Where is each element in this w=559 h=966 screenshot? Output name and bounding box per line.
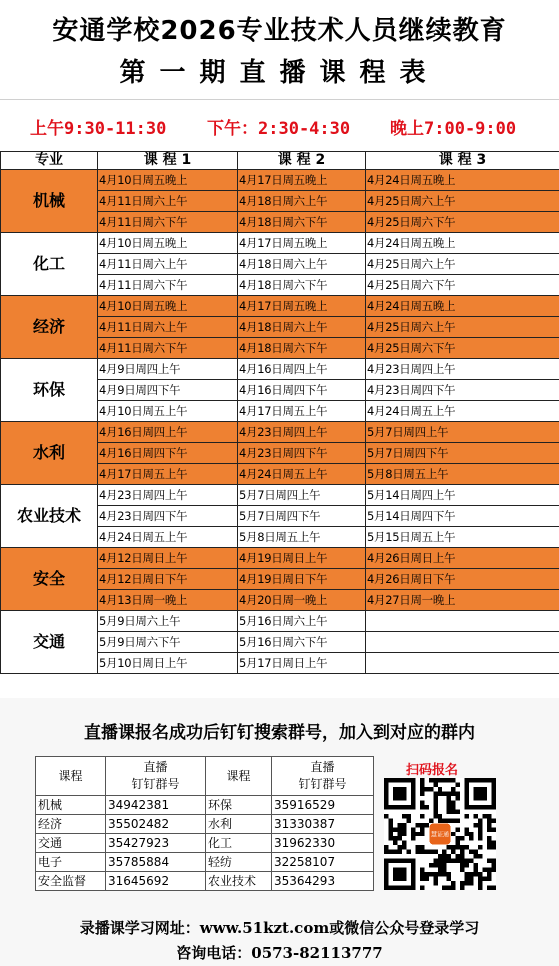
course-1-cell: 4月16日周四上午 (98, 422, 238, 443)
schedule-row (1, 548, 559, 569)
course-2-cell: 5月7日周四上午 (238, 485, 366, 506)
divider (0, 99, 559, 100)
course-1-cell: 4月23日周四下午 (98, 506, 238, 527)
course-1-cell: 4月17日周五上午 (98, 464, 238, 485)
course-1-cell: 4月13日周一晚上 (98, 590, 238, 611)
group-number-cell: 35364293 (272, 872, 374, 891)
major-cell: 交通 (1, 611, 98, 674)
major-cell: 环保 (1, 359, 98, 422)
course-3-cell: 4月25日周六上午 (366, 317, 559, 338)
course-2-cell: 4月16日周四下午 (238, 380, 366, 401)
group-number-cell: 31330387 (272, 815, 374, 834)
course-3-cell: 4月25日周六下午 (366, 275, 559, 296)
course-3-cell: 4月24日周五晚上 (366, 296, 559, 317)
course-2-cell: 4月17日周五晚上 (238, 296, 366, 317)
header-course-2: 课 程 2 (238, 152, 366, 170)
header-course-3: 课 程 3 (366, 152, 559, 170)
course-3-cell: 4月24日周五晚上 (366, 170, 559, 191)
course-2-cell: 4月16日周四上午 (238, 359, 366, 380)
major-cell: 安全 (1, 548, 98, 611)
course-1-cell: 4月12日周日上午 (98, 548, 238, 569)
course-1-cell: 4月12日周日下午 (98, 569, 238, 590)
group-number-cell: 31645692 (106, 872, 206, 891)
group-header-cell: 课程 (206, 757, 272, 796)
group-course-cell: 环保 (206, 796, 272, 815)
schedule-row (1, 296, 559, 317)
course-2-cell: 4月18日周六下午 (238, 212, 366, 233)
course-2-cell: 4月23日周四上午 (238, 422, 366, 443)
course-3-cell (366, 632, 559, 653)
course-1-cell: 4月11日周六上午 (98, 191, 238, 212)
course-3-cell: 5月7日周四下午 (366, 443, 559, 464)
time-evening: 晚上7:00-9:00 (390, 119, 517, 139)
course-1-cell: 5月10日周日上午 (98, 653, 238, 674)
course-1-cell: 4月24日周五上午 (98, 527, 238, 548)
course-2-cell: 5月8日周五上午 (238, 527, 366, 548)
course-3-cell: 4月24日周五上午 (366, 401, 559, 422)
group-course-cell: 经济 (36, 815, 106, 834)
course-2-cell: 5月16日周六上午 (238, 611, 366, 632)
course-2-cell: 4月18日周六上午 (238, 254, 366, 275)
course-2-cell: 5月16日周六下午 (238, 632, 366, 653)
time-morning: 上午9:30-11:30 (30, 119, 167, 139)
major-cell: 经济 (1, 296, 98, 359)
course-1-cell: 4月16日周四下午 (98, 443, 238, 464)
course-3-cell: 4月26日周日下午 (366, 569, 559, 590)
course-2-cell: 5月7日周四下午 (238, 506, 366, 527)
schedule-row (1, 485, 559, 506)
course-3-cell (366, 611, 559, 632)
course-2-cell: 4月24日周五上午 (238, 464, 366, 485)
course-1-cell: 4月10日周五晚上 (98, 296, 238, 317)
course-1-cell: 4月10日周五晚上 (98, 170, 238, 191)
course-1-cell: 5月9日周六上午 (98, 611, 238, 632)
title-line-1: 安通学校2026专业技术人员继续教育 (52, 16, 507, 46)
group-row (36, 834, 374, 853)
group-number-cell: 35427923 (106, 834, 206, 853)
course-3-cell: 4月27日周一晚上 (366, 590, 559, 611)
group-row (36, 872, 374, 891)
major-cell: 化工 (1, 233, 98, 296)
group-row (36, 796, 374, 815)
major-cell: 机械 (1, 170, 98, 233)
qr-code-icon[interactable] (384, 778, 496, 890)
schedule-row (1, 611, 559, 632)
group-row (36, 853, 374, 872)
course-2-cell: 4月18日周六上午 (238, 191, 366, 212)
group-header-cell: 直播 钉钉群号 (272, 757, 374, 796)
course-1-cell: 4月11日周六下午 (98, 338, 238, 359)
course-3-cell: 4月25日周六下午 (366, 338, 559, 359)
course-1-cell: 4月23日周四上午 (98, 485, 238, 506)
course-1-cell: 4月9日周四上午 (98, 359, 238, 380)
course-3-cell: 4月25日周六下午 (366, 212, 559, 233)
schedule-table (0, 151, 559, 674)
course-2-cell: 4月18日周六下午 (238, 338, 366, 359)
course-3-cell (366, 653, 559, 674)
group-number-cell: 34942381 (106, 796, 206, 815)
group-header-cell: 课程 (36, 757, 106, 796)
course-1-cell: 4月11日周六下午 (98, 212, 238, 233)
course-3-cell: 4月25日周六上午 (366, 254, 559, 275)
course-2-cell: 4月20日周一晚上 (238, 590, 366, 611)
title-line-2: 第一期直播课程表 (119, 58, 440, 88)
schedule-row (1, 359, 559, 380)
group-course-cell: 电子 (36, 853, 106, 872)
course-1-cell: 4月11日周六上午 (98, 317, 238, 338)
group-number-cell: 32258107 (272, 853, 374, 872)
schedule-body (1, 170, 559, 674)
course-1-cell: 4月11日周六上午 (98, 254, 238, 275)
group-number-cell: 35916529 (272, 796, 374, 815)
course-1-cell: 4月10日周五晚上 (98, 233, 238, 254)
course-1-cell: 4月11日周六下午 (98, 275, 238, 296)
course-2-cell: 4月17日周五上午 (238, 401, 366, 422)
scan-to-register-label: 扫码报名 (406, 763, 459, 778)
course-3-cell: 4月23日周四下午 (366, 380, 559, 401)
course-3-cell: 5月14日周四上午 (366, 485, 559, 506)
schedule-row (1, 170, 559, 191)
course-3-cell: 4月26日周日上午 (366, 548, 559, 569)
course-2-cell: 4月23日周四下午 (238, 443, 366, 464)
course-3-cell: 4月23日周四上午 (366, 359, 559, 380)
major-cell: 农业技术 (1, 485, 98, 548)
course-2-cell: 4月18日周六上午 (238, 317, 366, 338)
course-3-cell: 5月15日周五上午 (366, 527, 559, 548)
course-2-cell: 5月17日周日上午 (238, 653, 366, 674)
group-course-cell: 水利 (206, 815, 272, 834)
course-3-cell: 4月25日周六上午 (366, 191, 559, 212)
course-1-cell: 4月9日周四下午 (98, 380, 238, 401)
group-course-cell: 化工 (206, 834, 272, 853)
qr-badge-label: 慧证通 (430, 831, 450, 839)
schedule-row (1, 422, 559, 443)
course-2-cell: 4月17日周五晚上 (238, 170, 366, 191)
header-course-1: 课 程 1 (98, 152, 238, 170)
group-course-cell: 交通 (36, 834, 106, 853)
course-1-cell: 5月9日周六下午 (98, 632, 238, 653)
group-number-cell: 35785884 (106, 853, 206, 872)
course-3-cell: 5月8日周五上午 (366, 464, 559, 485)
website-line: 录播课学习网址：www.51kzt.com或微信公众号登录学习 (79, 919, 480, 937)
course-1-cell: 4月10日周五上午 (98, 401, 238, 422)
course-3-cell: 5月7日周四上午 (366, 422, 559, 443)
course-2-cell: 4月18日周六下午 (238, 275, 366, 296)
group-header-cell: 直播 钉钉群号 (106, 757, 206, 796)
course-3-cell: 4月24日周五晚上 (366, 233, 559, 254)
header-major: 专业 (1, 152, 98, 170)
group-course-cell: 轻纺 (206, 853, 272, 872)
course-2-cell: 4月19日周日上午 (238, 548, 366, 569)
schedule-row (1, 233, 559, 254)
course-2-cell: 4月19日周日下午 (238, 569, 366, 590)
course-3-cell: 5月14日周四下午 (366, 506, 559, 527)
major-cell: 水利 (1, 422, 98, 485)
group-course-cell: 机械 (36, 796, 106, 815)
time-afternoon: 下午：2:30-4:30 (207, 119, 351, 139)
group-number-cell: 35502482 (106, 815, 206, 834)
group-course-cell: 农业技术 (206, 872, 272, 891)
group-course-cell: 安全监督 (36, 872, 106, 891)
phone-line: 咨询电话：0573-82113777 (176, 944, 383, 962)
course-2-cell: 4月17日周五晚上 (238, 233, 366, 254)
notice-text: 直播课报名成功后钉钉搜索群号，加入到对应的群内 (84, 723, 475, 743)
group-row (36, 815, 374, 834)
group-number-cell: 31962330 (272, 834, 374, 853)
group-number-table (35, 756, 374, 891)
